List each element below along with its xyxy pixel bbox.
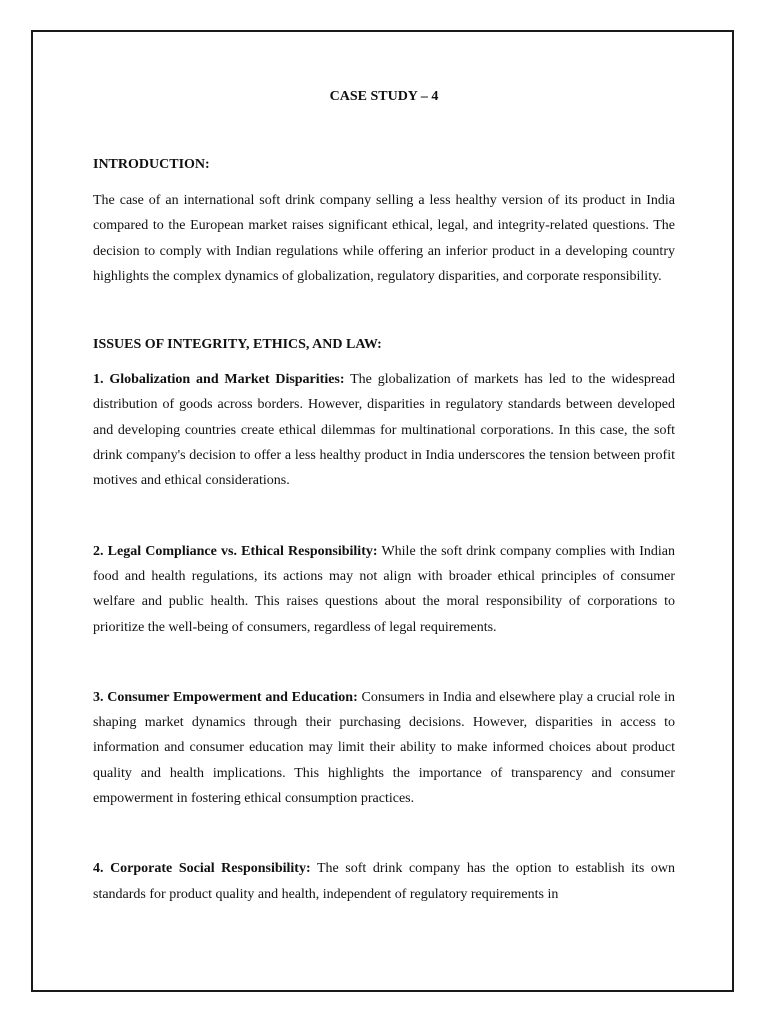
issue-label-3: 3. Consumer Empowerment and Education: <box>93 689 358 705</box>
issue-label-1: 1. Globalization and Market Disparities: <box>93 372 345 388</box>
document-body <box>93 85 675 907</box>
issue-paragraph-4 <box>93 856 675 907</box>
issue-label-4: 4. Corporate Social Responsibility: <box>93 861 311 877</box>
issue-text-2: While the soft drink company complies with Indian food and health regulations, its actions may not align with broader ethical principles of consumer welfare and public health. This raises questions about the moral responsibility of corporations to prioritize the well-being of consumers, regardless of legal requirements. <box>93 543 675 635</box>
document-title: CASE STUDY – 4 <box>329 89 439 104</box>
issue-paragraph-3 <box>93 685 675 811</box>
introduction-paragraph: The case of an international soft drink company selling a less healthy version of its product in India compared to the European market raises significant ethical, legal, and integrity-related questions. The decision to comply with Indian regulations while offering an inferior product in a developing country highlights the complex dynamics of globalization, regulatory disparities, and corporate responsibility. <box>93 193 675 284</box>
issue-text-3: Consumers in India and elsewhere play a crucial role in shaping market dynamics through their purchasing decisions. However, disparities in access to information and consumer education may limit their ability to make informed choices about product quality and health implications. This highlights the importance of transparency and consumer empowerment in fostering ethical consumption practices. <box>93 689 676 807</box>
issues-heading: ISSUES OF INTEGRITY, ETHICS, AND LAW: <box>93 337 382 353</box>
issue-paragraph-1 <box>93 367 675 493</box>
introduction-heading: INTRODUCTION: <box>93 157 210 172</box>
issue-text-1: The globalization of markets has led to the widespread distribution of goods across borders. However, disparities in regulatory standards between developed and developing countries create ethical dilemmas for multinational corporations. In this case, the soft drink company's decision to offer a less healthy product in India underscores the tension between profit motives and ethical considerations. <box>93 372 675 489</box>
issue-text-4: The soft drink company has the option to establish its own standards for product quality and health, independent of regulatory requirements in <box>93 861 675 902</box>
issue-label-2: 2. Legal Compliance vs. Ethical Responsibility: <box>93 543 378 559</box>
issue-paragraph-2 <box>93 539 675 640</box>
